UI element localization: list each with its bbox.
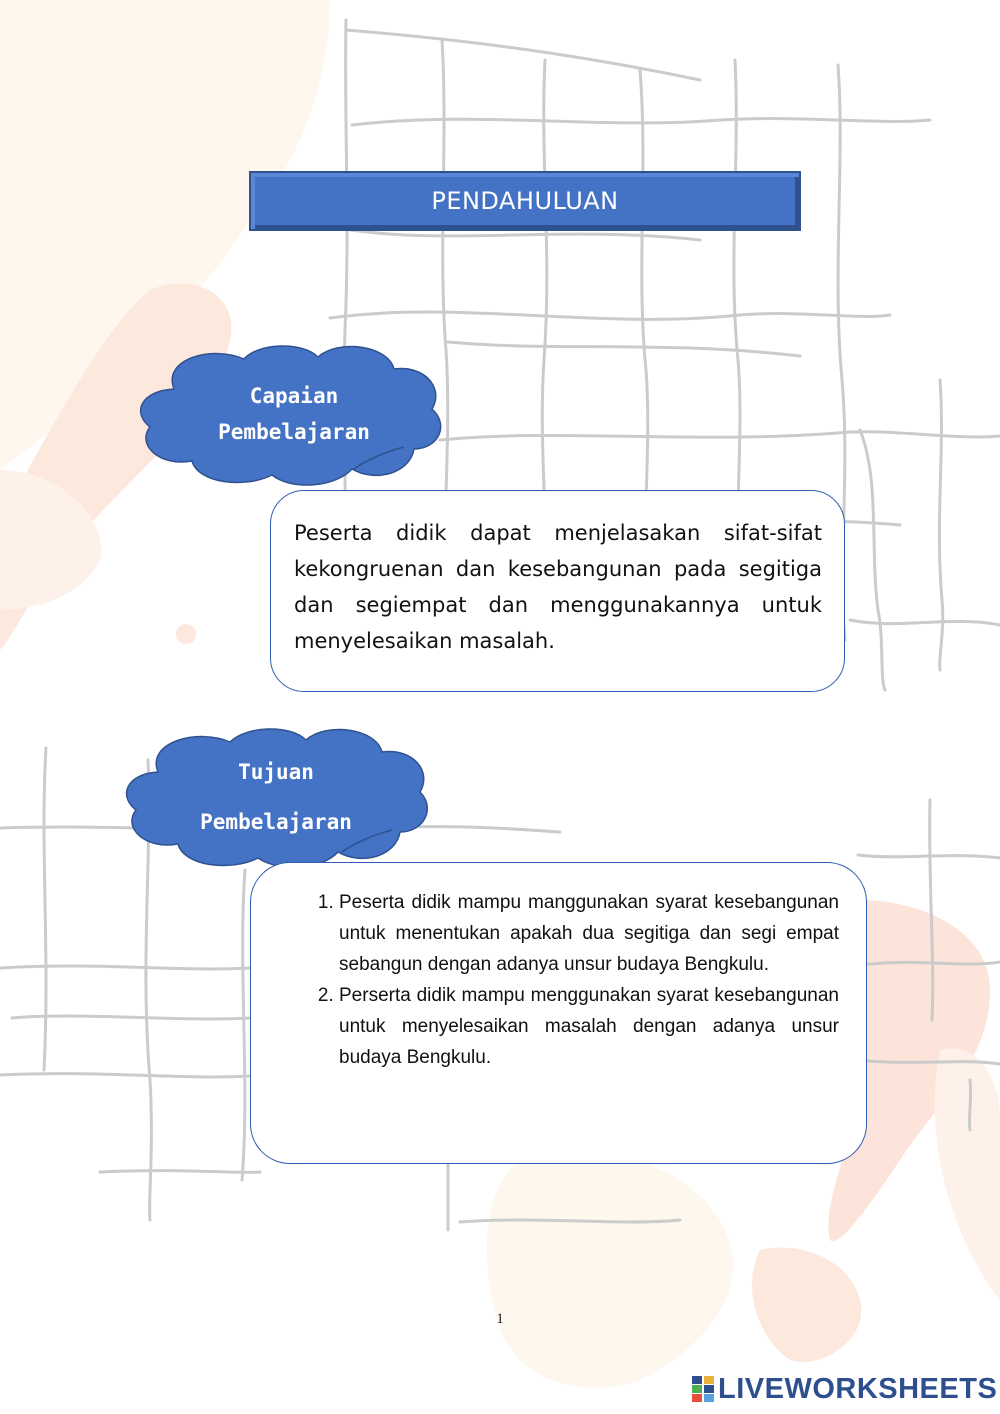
background-blob — [487, 1153, 733, 1388]
background-blob — [176, 624, 196, 644]
capaian-box — [270, 490, 845, 692]
liveworksheets-logo-icon — [692, 1376, 714, 1402]
liveworksheets-brand[interactable] — [692, 1374, 997, 1404]
tujuan-list — [309, 887, 839, 1073]
capaian-cloud-line1: Capaian — [249, 384, 339, 408]
tujuan-cloud — [118, 722, 434, 872]
page-number: 1 — [496, 1311, 504, 1327]
list-item: 1. Peserta didik mampu manggunakan syarat kesebangunan untuk menentukan apakah dua segitiga dan segi empat sebangun dengan adanya unsur budaya Bengkulu. — [339, 887, 839, 980]
list-item: 2. Perserta didik mampu menggunakan syarat kesebangunan untuk menyelesaikan masalah dengan adanya unsur budaya Bengkulu. — [339, 980, 839, 1073]
tujuan-box — [250, 862, 867, 1164]
capaian-text: Peserta didik dapat menjelasakan sifat-sifat kekongruenan dan kesebangunan pada segitiga dan segiempat dan menggunakannya untuk menyelesaikan masalah. — [294, 521, 822, 653]
background-blob — [752, 1247, 861, 1361]
tujuan-cloud-line2: Pembelajaran — [200, 810, 352, 834]
capaian-cloud — [132, 337, 448, 491]
page-title: PENDAHULUAN — [431, 187, 619, 215]
background-blob — [935, 1048, 1000, 1300]
tujuan-cloud-line1: Tujuan — [238, 760, 314, 784]
capaian-cloud-line2: Pembelajaran — [218, 420, 370, 444]
brand-name: LIVEWORKSHEETS — [718, 1372, 998, 1405]
section-title-bar — [249, 171, 801, 231]
